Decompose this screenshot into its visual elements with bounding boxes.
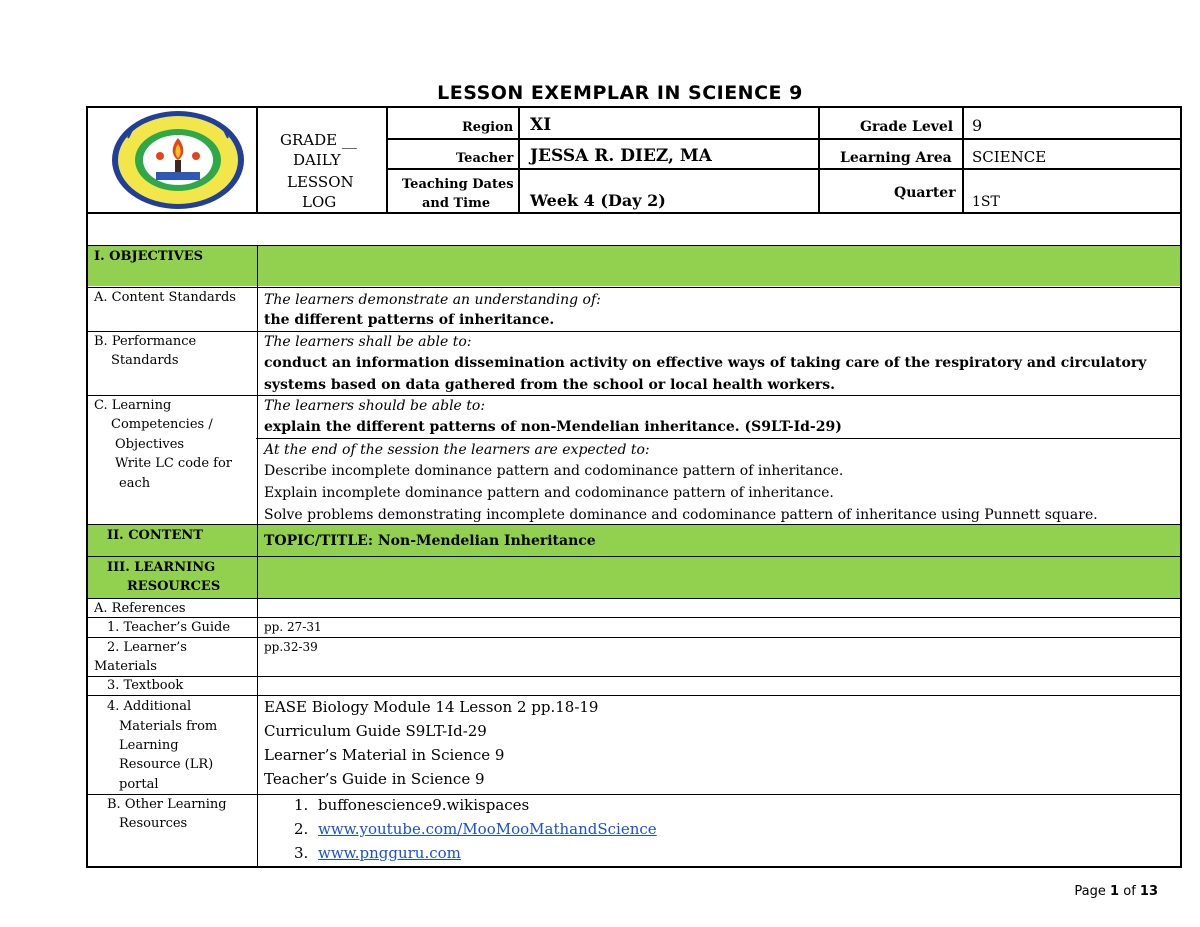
youtube-link[interactable]: www.youtube.com/MooMooMathandScience	[318, 820, 657, 838]
log-title-line3: LESSON	[287, 173, 354, 191]
quarter-label: Quarter	[894, 185, 956, 201]
lc-label-1: C. Learning	[94, 398, 172, 413]
additional-item-3: Learner’s Material in Science 9	[264, 746, 505, 764]
page-number: 1	[1110, 884, 1120, 899]
performance-label-2: Standards	[111, 353, 179, 368]
of-word: of	[1123, 884, 1136, 899]
additional-item-4: Teacher’s Guide in Science 9	[264, 770, 485, 788]
session-objective-1: Describe incomplete dominance pattern and codominance pattern of inheritance.	[264, 463, 844, 479]
content-standards-intro: The learners demonstrate an understanding of:	[264, 292, 601, 308]
topic-title: TOPIC/TITLE: Non-Mendelian Inheritance	[264, 533, 596, 549]
other-item-1: buffonescience9.wikispaces	[318, 796, 530, 814]
lc-intro: The learners should be able to:	[264, 398, 486, 414]
learners-materials-label-1: 2. Learner’s	[107, 640, 187, 655]
learning-area-label: Learning Area	[840, 150, 952, 166]
lc-label-5: each	[119, 476, 151, 491]
other-resources-label-1: B. Other Learning	[107, 797, 227, 812]
teaching-dates-label-2: and Time	[422, 196, 491, 211]
grade-level-value: 9	[972, 116, 983, 135]
additional-materials-label-4: Resource (LR)	[119, 757, 214, 772]
references-label: A. References	[94, 601, 186, 616]
teaching-dates-label-1: Teaching Dates	[402, 177, 514, 192]
teacher-label: Teacher	[456, 151, 514, 166]
teaching-dates-value: Week 4 (Day 2)	[530, 191, 666, 210]
log-title-line4: LOG	[302, 193, 337, 211]
teacher-value: JESSA R. DIEZ, MA	[530, 146, 712, 166]
learners-materials-label-2: Materials	[94, 659, 157, 674]
additional-materials-label-5: portal	[119, 777, 159, 792]
additional-materials-label-1: 4. Additional	[107, 699, 192, 714]
objectives-heading: I. OBJECTIVES	[94, 249, 203, 264]
pngguru-link[interactable]: www.pngguru.com	[318, 844, 461, 862]
log-title-line2: DAILY	[293, 151, 341, 169]
region-value: XI	[530, 115, 552, 135]
performance-text-2: systems based on data gathered from the school or local health workers.	[264, 377, 836, 393]
additional-materials-label-2: Materials from	[119, 719, 218, 734]
teachers-guide-value: pp. 27-31	[264, 620, 322, 634]
resources-heading-2: RESOURCES	[127, 579, 221, 594]
performance-text-1: conduct an information dissemination activity on effective ways of taking care of the respiratory and circulatory	[264, 355, 1147, 371]
content-heading: II. CONTENT	[107, 528, 203, 543]
quarter-value: 1ST	[972, 194, 1000, 210]
learners-materials-value: pp.32-39	[264, 640, 318, 654]
page-word: Page	[1074, 884, 1106, 899]
resources-heading-1: III. LEARNING	[107, 560, 216, 575]
content-standards-text: the different patterns of inheritance.	[264, 312, 555, 328]
session-intro: At the end of the session the learners are expected to:	[264, 442, 650, 458]
textbook-label: 3. Textbook	[107, 678, 184, 693]
other-item-number-2: 2.	[294, 820, 309, 838]
lc-label-4: Write LC code for	[115, 456, 233, 471]
learning-area-value: SCIENCE	[972, 148, 1047, 166]
other-item-number-1: 1.	[294, 796, 309, 814]
lc-label-2: Competencies /	[111, 417, 213, 432]
region-label: Region	[462, 120, 514, 135]
content-standards-label: A. Content Standards	[94, 290, 236, 305]
lc-text: explain the different patterns of non-Mendelian inheritance. (S9LT-Id-29)	[264, 419, 842, 435]
other-resources-label-2: Resources	[119, 816, 188, 831]
teachers-guide-label: 1. Teacher’s Guide	[107, 620, 231, 635]
page-total: 13	[1139, 884, 1158, 899]
deped-seal-logo	[108, 108, 248, 211]
page-footer	[1074, 884, 1158, 899]
additional-item-1: EASE Biology Module 14 Lesson 2 pp.18-19	[264, 698, 599, 716]
document-title: LESSON EXEMPLAR IN SCIENCE 9	[437, 82, 803, 104]
lc-label-3: Objectives	[115, 437, 185, 452]
additional-item-2: Curriculum Guide S9LT-Id-29	[264, 722, 487, 740]
session-objective-3: Solve problems demonstrating incomplete dominance and codominance pattern of inheritance using Punnett square.	[264, 507, 1098, 523]
performance-intro: The learners shall be able to:	[264, 334, 472, 350]
other-item-number-3: 3.	[294, 844, 309, 862]
performance-label-1: B. Performance	[94, 334, 197, 349]
session-objective-2: Explain incomplete dominance pattern and codominance pattern of inheritance.	[264, 485, 834, 501]
additional-materials-label-3: Learning	[119, 738, 179, 753]
grade-level-label: Grade Level	[860, 119, 954, 135]
log-title-line1: GRADE __	[280, 131, 357, 149]
